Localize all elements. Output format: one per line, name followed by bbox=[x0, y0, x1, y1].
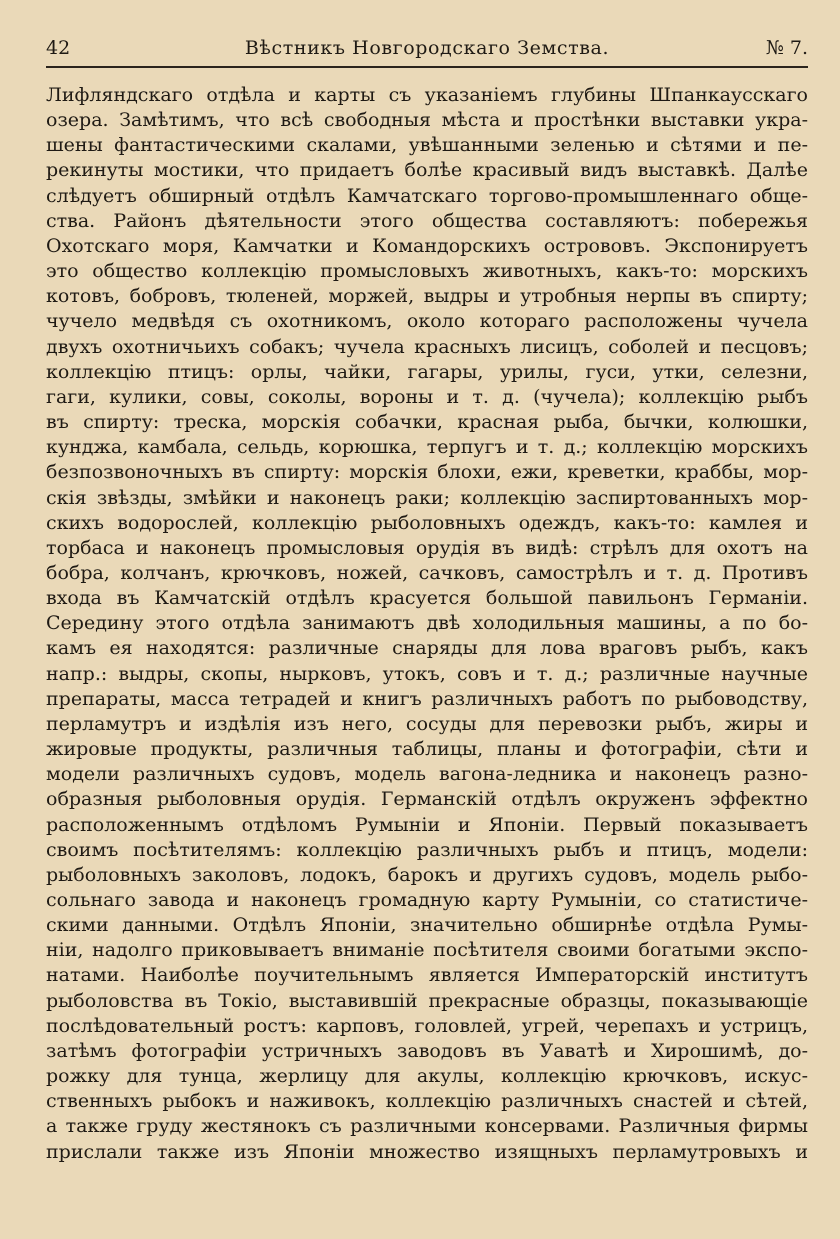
running-title: Вѣстникъ Новгородскаго Земства. bbox=[244, 37, 610, 59]
text-line: модели различныхъ судовъ, модель вагона-ледника и наконецъ разно- bbox=[46, 763, 808, 786]
text-line: это общество коллекцію промысловыхъ животныхъ, какъ-то: морскихъ bbox=[46, 260, 808, 283]
text-line: безпозвоночныхъ въ спирту: морскія блохи, ежи, креветки, краббы, мор- bbox=[46, 461, 808, 484]
text-line: входа въ Камчатскій отдѣлъ красуется большой павильонъ Германіи. bbox=[46, 587, 808, 610]
text-line: Охотскаго моря, Камчатки и Командорскихъ острововъ. Экспонируетъ bbox=[46, 234, 808, 257]
text-line: рыболовства въ Токіо, выставившій прекрасные образцы, показывающіе bbox=[46, 989, 808, 1012]
text-line: озера. Замѣтимъ, что всѣ свободныя мѣста и простѣнки выставки укра- bbox=[46, 109, 808, 132]
text-line: затѣмъ фотографіи устричныхъ заводовъ въ Уаватѣ и Хирошимѣ, до- bbox=[46, 1039, 808, 1062]
text-line: кунджа, камбала, сельдь, корюшка, терпугъ и т. д.; коллекцію морскихъ bbox=[46, 436, 808, 459]
text-line: препараты, масса тетрадей и книгъ различныхъ работъ по рыбоводству, bbox=[46, 687, 808, 710]
text-line: торбаса и наконецъ промысловыя орудія въ видѣ: стрѣлъ для охотъ на bbox=[46, 536, 808, 559]
text-line: а также груду жестянокъ съ различными консервами. Различныя фирмы bbox=[46, 1115, 808, 1138]
text-line: чучело медвѣдя съ охотникомъ, около котораго расположены чучела bbox=[46, 310, 808, 333]
text-line: слѣдуетъ обширный отдѣлъ Камчатскаго торгово-промышленнаго обще- bbox=[46, 184, 808, 207]
text-line: двухъ охотничьихъ собакъ; чучела красныхъ лисицъ, соболей и песцовъ; bbox=[46, 335, 808, 358]
text-line: ніи, надолго приковываетъ вниманіе посѣтителя своими богатыми экспо- bbox=[46, 939, 808, 962]
text-line: ства. Районъ дѣятельности этого общества составляютъ: побережья bbox=[46, 209, 808, 232]
text-line: послѣдовательный ростъ: карповъ, головлей, угрей, черепахъ и устрицъ, bbox=[46, 1014, 808, 1037]
text-line: напр.: выдры, скопы, нырковъ, утокъ, совъ и т. д.; различные научные bbox=[46, 662, 808, 685]
text-line: скими данными. Отдѣлъ Японіи, значительно обширнѣе отдѣла Румы- bbox=[46, 914, 808, 937]
body-text bbox=[46, 83, 808, 1165]
text-line: ственныхъ рыбокъ и наживокъ, коллекцію различныхъ снастей и сѣтей, bbox=[46, 1090, 808, 1113]
text-line: бобра, колчанъ, крючковъ, ножей, сачковъ, самострѣлъ и т. д. Противъ bbox=[46, 561, 808, 584]
text-line: рыболовныхъ заколовъ, лодокъ, барокъ и другихъ судовъ, модель рыбо- bbox=[46, 863, 808, 886]
text-line: расположеннымъ отдѣломъ Румыніи и Японіи. Первый показываетъ bbox=[46, 813, 808, 836]
text-line: прислали также изъ Японіи множество изящныхъ перламутровыхъ и bbox=[46, 1140, 808, 1163]
text-line: сольнаго завода и наконецъ громадную карту Румыніи, со статистиче- bbox=[46, 889, 808, 911]
text-line: шены фантастическими скалами, увѣшанными зеленью и сѣтями и пе- bbox=[46, 134, 808, 157]
text-line: образныя рыболовныя орудія. Германскій отдѣлъ окруженъ эффектно bbox=[46, 788, 808, 811]
text-line: Середину этого отдѣла занимаютъ двѣ холодильныя машины, а по бо- bbox=[46, 612, 808, 635]
text-line: камъ ея находятся: различные снаряды для лова враговъ рыбъ, какъ bbox=[46, 637, 808, 660]
text-line: перламутръ и издѣлія изъ него, сосуды для перевозки рыбъ, жиры и bbox=[46, 712, 808, 735]
issue-number: № 7. bbox=[765, 37, 808, 59]
text-line: скія звѣзды, змѣйки и наконецъ раки; коллекцію заспиртованныхъ мор- bbox=[46, 486, 808, 509]
text-line: котовъ, бобровъ, тюленей, моржей, выдры и утробныя нерпы въ спирту; bbox=[46, 285, 808, 308]
text-line: Лифляндскаго отдѣла и карты съ указаніемъ глубины Шпанкаусскаго bbox=[46, 84, 808, 106]
header-rule bbox=[46, 66, 808, 68]
text-line: въ спирту: треска, морскія собачки, красная рыба, бычки, колюшки, bbox=[46, 411, 808, 434]
page-number: 42 bbox=[46, 37, 71, 59]
text-line: рекинуты мостики, что придаетъ болѣе красивый видъ выставкѣ. Далѣе bbox=[46, 159, 808, 182]
text-line: скихъ водорослей, коллекцію рыболовныхъ одеждъ, какъ-то: камлея и bbox=[46, 511, 808, 534]
text-line: своимъ посѣтителямъ: коллекцію различныхъ рыбъ и птицъ, модели: bbox=[46, 838, 808, 861]
text-line: жировые продукты, различныя таблицы, планы и фотографіи, сѣти и bbox=[46, 738, 808, 761]
text-line: рожку для тунца, жерлицу для акулы, коллекцію крючковъ, искус- bbox=[46, 1065, 808, 1088]
page-header bbox=[46, 34, 808, 64]
text-line: гаги, кулики, совы, соколы, вороны и т. д. (чучела); коллекцію рыбъ bbox=[46, 385, 808, 408]
text-line: натами. Наиболѣе поучительнымъ является Императорскій институтъ bbox=[46, 964, 808, 987]
text-line: коллекцію птицъ: орлы, чайки, гагары, урилы, гуси, утки, селезни, bbox=[46, 360, 808, 383]
